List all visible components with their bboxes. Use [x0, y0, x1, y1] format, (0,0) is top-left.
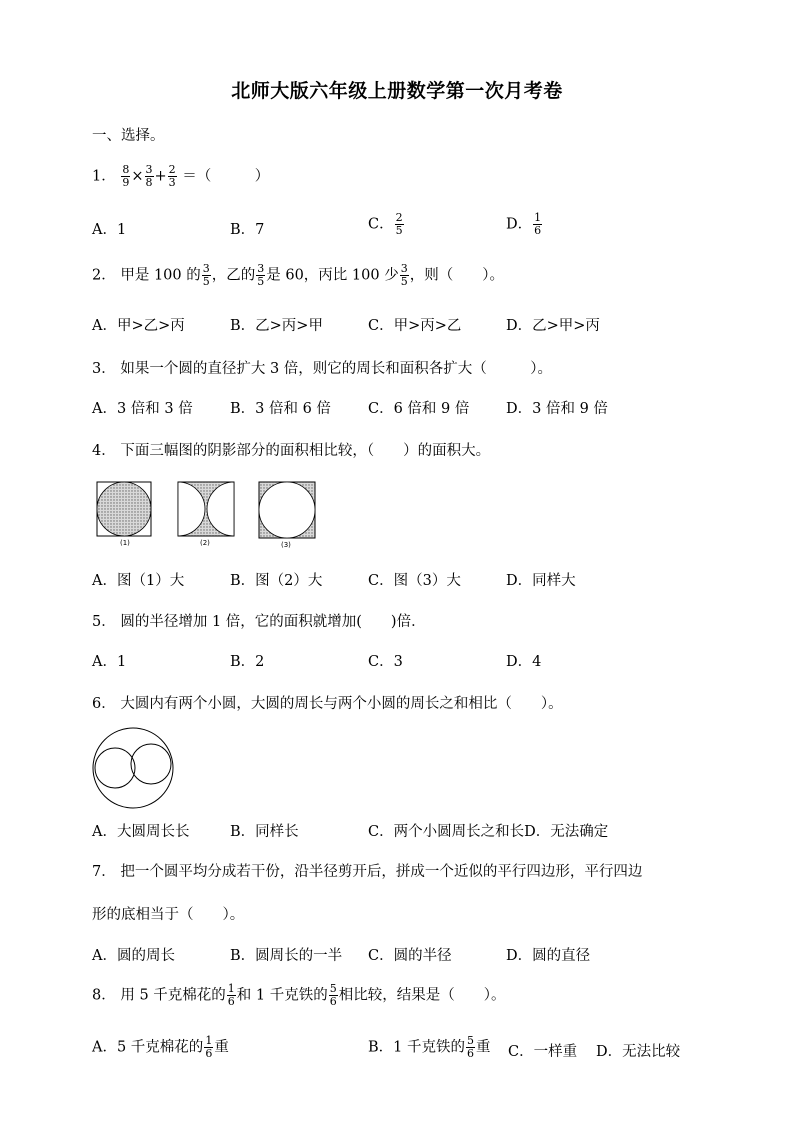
question-number: 1． — [92, 168, 116, 185]
question-4: 4． 下面三幅图的阴影部分的面积相比较，（ ）的面积大。 — [92, 443, 491, 459]
option-d[interactable]: D．3 倍和 9 倍 — [506, 401, 608, 417]
option-c[interactable]: C．圆的半径 — [368, 948, 452, 964]
fraction: $\frac{3}{5}$ — [400, 262, 408, 288]
fraction: $\frac{5}{6}$ — [329, 982, 337, 1008]
fraction: $\frac{8}{9}$ — [122, 163, 130, 189]
figure-1-caption: (1) — [120, 539, 130, 547]
option-b[interactable]: B．7 — [230, 222, 265, 238]
option-d[interactable]: D．无法比较 — [596, 1044, 681, 1060]
question-6: 6． 大圆内有两个小圆，大圆的周长与两个小圆的周长之和相比（ ）。 — [92, 696, 563, 712]
question-7-line-2: 形的底相当于（ ）。 — [92, 907, 245, 923]
question-2: 2． 甲是 100 的 $\frac{3}{5}$ ，乙的 $\frac{3}{5}$ 是 60，丙比 100 少 $\frac{3}{5}$ ，则（ ）。 — [92, 262, 504, 288]
option-a[interactable]: A．3 倍和 3 倍 — [92, 401, 193, 417]
option-c[interactable]: C．甲>丙>乙 — [368, 318, 462, 334]
figure-3 — [259, 482, 315, 538]
option-d[interactable]: D．圆的直径 — [506, 948, 591, 964]
option-b[interactable]: B．1 千克铁的 $\frac{5}{6}$ 重 — [368, 1034, 491, 1060]
question-3: 3． 如果一个圆的直径扩大 3 倍，则它的周长和面积各扩大（ ）。 — [92, 361, 553, 377]
option-c[interactable]: C．两个小圆周长之和长D．无法确定 — [368, 824, 609, 840]
option-c[interactable]: C．一样重 — [508, 1044, 578, 1060]
option-c[interactable]: C．3 — [368, 654, 403, 670]
option-c[interactable]: C． $\frac{2}{5}$ — [368, 211, 403, 237]
fraction: $\frac{2}{3}$ — [168, 163, 176, 189]
operator: + — [154, 168, 167, 185]
option-d[interactable]: D．同样大 — [506, 573, 576, 589]
option-a[interactable]: A．1 — [92, 222, 127, 238]
option-a[interactable]: A．5 千克棉花的 $\frac{1}{6}$ 重 — [92, 1034, 229, 1060]
section-heading: 一、选择。 — [92, 128, 165, 144]
figure-2 — [178, 482, 234, 536]
option-b[interactable]: B．3 倍和 6 倍 — [230, 401, 331, 417]
fraction: $\frac{3}{5}$ — [202, 262, 210, 288]
question-8: 8． 用 5 千克棉花的 $\frac{1}{6}$ 和 1 千克铁的 $\frac{5}{6}$ 相比较，结果是（ ）。 — [92, 982, 506, 1008]
circles-figure — [90, 726, 176, 810]
page-title: 北师大版六年级上册数学第一次月考卷 — [231, 80, 563, 102]
option-b[interactable]: B．同样长 — [230, 824, 299, 840]
question-7-line-1: 7． 把一个圆平均分成若干份，沿半径剪开后，拼成一个近似的平行四边形，平行四边 — [92, 864, 643, 880]
option-a[interactable]: A．图（1）大 — [92, 573, 185, 589]
figure-2-caption: (2) — [200, 539, 210, 547]
option-d[interactable]: D．4 — [506, 654, 542, 670]
option-d[interactable]: D． $\frac{1}{6}$ — [506, 211, 542, 237]
option-a[interactable]: A．大圆周长长 — [92, 824, 190, 840]
figure-1 — [97, 482, 151, 536]
option-b[interactable]: B．图（2）大 — [230, 573, 323, 589]
question-1 — [92, 164, 269, 189]
fraction: $\frac{3}{5}$ — [257, 262, 265, 288]
option-a[interactable]: A．圆的周长 — [92, 948, 175, 964]
option-b[interactable]: B．2 — [230, 654, 265, 670]
option-c[interactable]: C．图（3）大 — [368, 573, 461, 589]
question-tail: ＝（ ） — [182, 168, 270, 185]
fraction: $\frac{3}{8}$ — [145, 163, 153, 189]
option-b[interactable]: B．乙>丙>甲 — [230, 318, 323, 334]
fraction: $\frac{1}{6}$ — [227, 982, 235, 1008]
option-b[interactable]: B．圆周长的一半 — [230, 948, 343, 964]
question-5: 5． 圆的半径增加 1 倍，它的面积就增加( )倍． — [92, 614, 426, 630]
shaded-figures — [92, 478, 332, 550]
operator: × — [131, 168, 144, 185]
option-c[interactable]: C．6 倍和 9 倍 — [368, 401, 470, 417]
option-a[interactable]: A．1 — [92, 654, 127, 670]
option-a[interactable]: A．甲>乙>丙 — [92, 318, 185, 334]
option-d[interactable]: D．乙>甲>丙 — [506, 318, 600, 334]
figure-3-caption: (3) — [281, 541, 291, 549]
